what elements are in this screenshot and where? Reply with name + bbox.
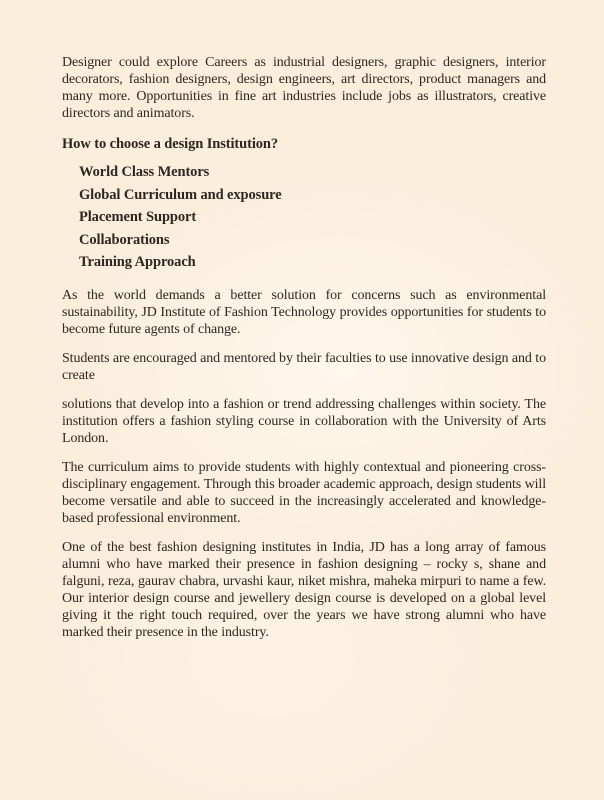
mentorship-paragraph: Students are encouraged and mentored by their faculties to use innovative design and to create [62, 351, 546, 383]
collaboration-paragraph: solutions that develop into a fashion or trend addressing challenges within society. The institution offers a fashion styling course in collaboration with the University of Arts London. [62, 397, 546, 446]
criteria-item-global-curriculum: Global Curriculum and exposure [79, 186, 282, 203]
criteria-item-training-approach: Training Approach [79, 254, 196, 270]
curriculum-paragraph: The curriculum aims to provide students with highly contextual and pioneering cross-disciplinary engagement. Through this broader academic approach, design students will become versatile and able to succeed in the increasingly accelerated and knowledge-based professional environment. [62, 460, 546, 526]
alumni-paragraph: One of the best fashion designing institutes in India, JD has a long array of famous alumni who have marked their presence in fashion designing – rocky s, shane and falguni, reza, gaurav chabra, urvashi kaur, niket mishra, maheka mirpuri to name a few. Our interior design course and jewellery design course is developed on a global level giving it the right touch required, over the years we have strong alumni who have marked their presence in the industry. [62, 540, 546, 640]
sustainability-paragraph: As the world demands a better solution for concerns such as environmental sustainability, JD Institute of Fashion Technology provides opportunities for students to become future agents of change. [62, 288, 546, 337]
section-heading: How to choose a design Institution? [62, 136, 279, 152]
criteria-list [62, 164, 546, 271]
criteria-item-placement-support: Placement Support [79, 209, 197, 225]
article-content [62, 54, 546, 653]
criteria-item-world-class-mentors: World Class Mentors [79, 164, 210, 180]
intro-paragraph: Designer could explore Careers as industrial designers, graphic designers, interior decorators, fashion designers, design engineers, art directors, product managers and many more. Opportunities in fine art industries include jobs as illustrators, creative directors and animators. [62, 55, 546, 121]
criteria-item-collaborations: Collaborations [79, 231, 170, 248]
